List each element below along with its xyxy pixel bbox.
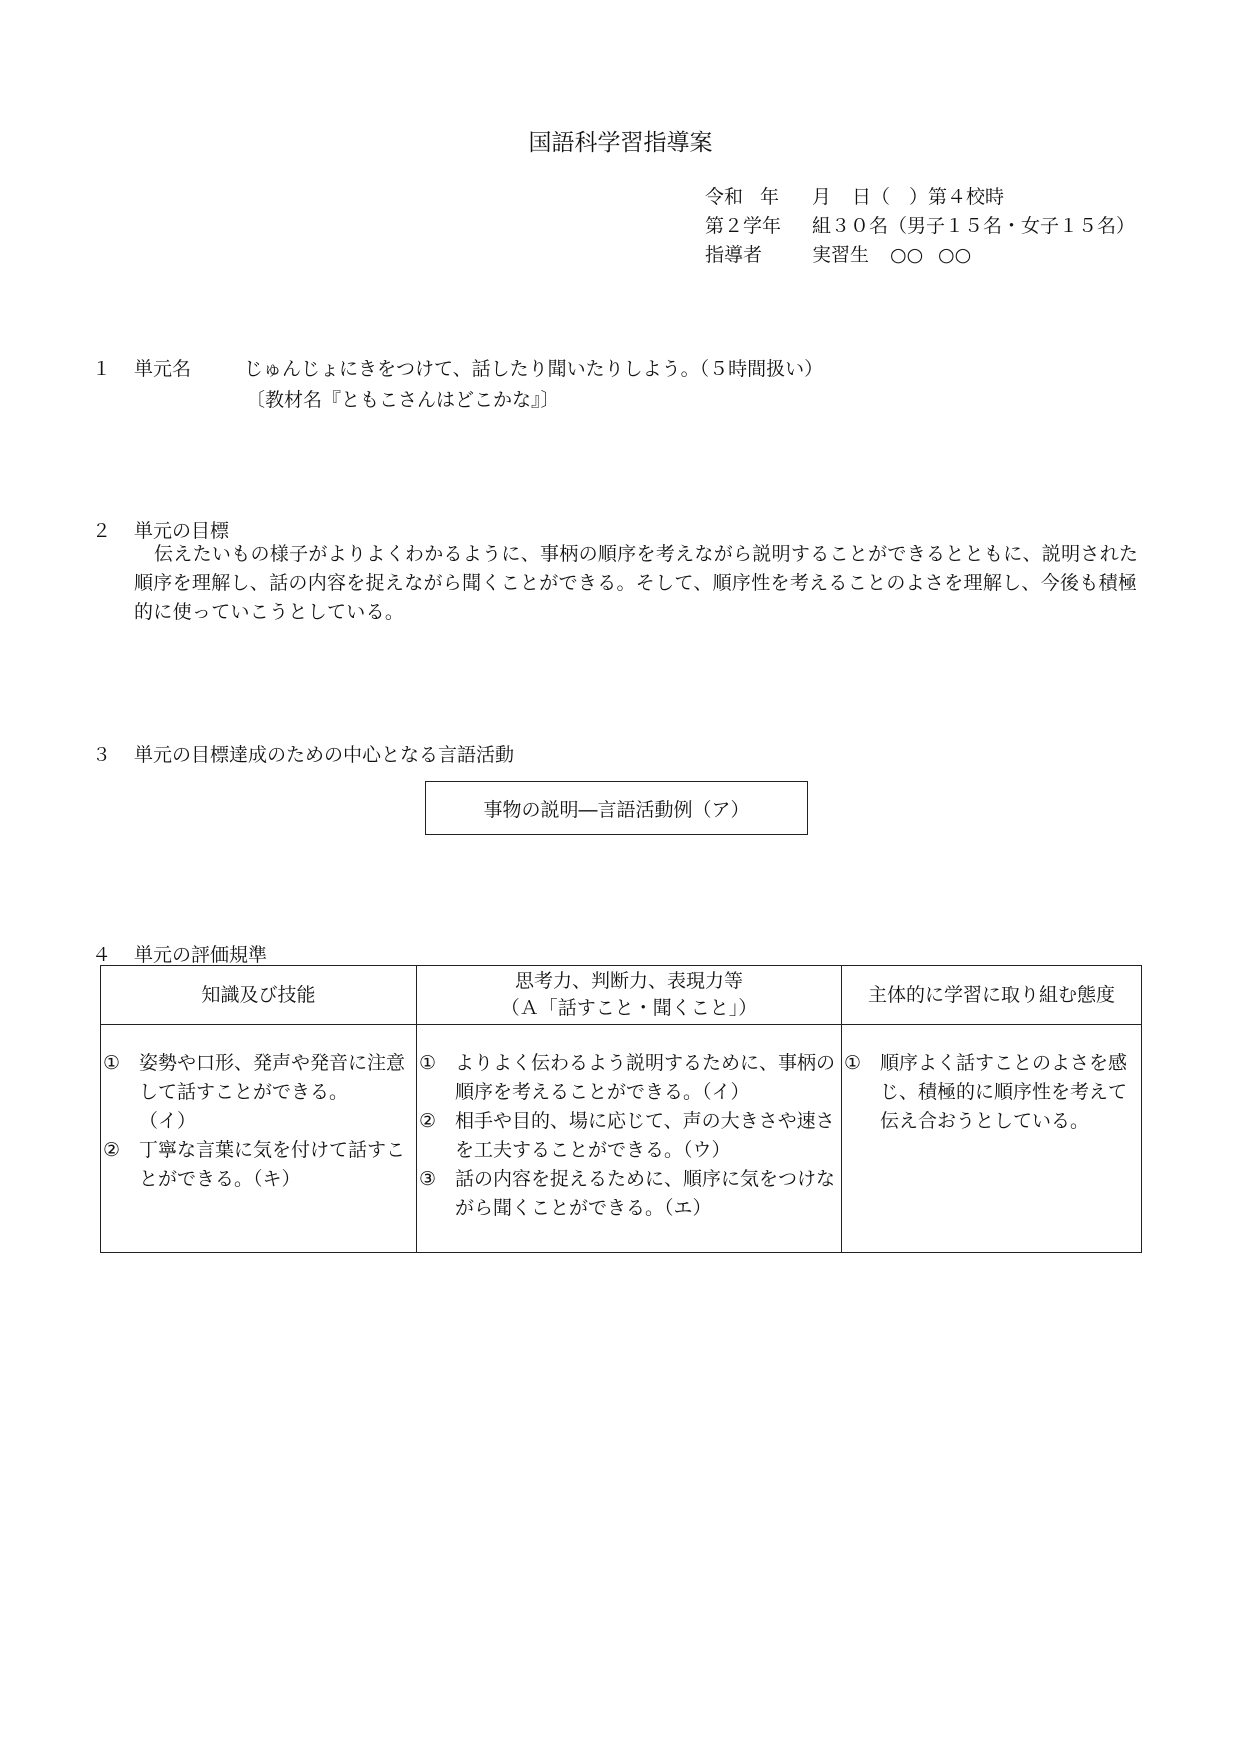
item-text: 順序よく話すことのよさを感じ、積極的に順序性を考えて伝え合おうとしている。 (880, 1052, 1128, 1132)
list-item (417, 1107, 841, 1165)
material-name: 〔教材名『ともこさんはどこかな』〕 (246, 389, 560, 411)
header-knowledge (101, 966, 417, 1025)
item-mark: ② (103, 1139, 121, 1161)
header-thinking-label: 思考力、判断力、表現力等 (514, 970, 743, 992)
section-label: 単元の目標 (134, 520, 230, 542)
meta-month: 月 (812, 186, 832, 208)
section-label: 単元の目標達成のための中心となる言語活動 (134, 744, 515, 766)
meta-day-period: 日（ ）第４校時 (852, 186, 1005, 208)
table-body-row (101, 1025, 1142, 1253)
meta-name-first: ○○ (890, 244, 924, 266)
list-item (842, 1049, 1141, 1136)
item-text: 姿勢や口形、発声や発音に注意して話すことができる。 (139, 1052, 406, 1103)
meta-teacher-row (705, 241, 1135, 270)
section-label: 単元名 (134, 358, 192, 380)
table-header-row (101, 966, 1142, 1025)
list-item (101, 1136, 416, 1194)
header-attitude-label: 主体的に学習に取り組む態度 (867, 983, 1115, 1006)
header-thinking (417, 966, 842, 1025)
meta-teacher-label: 指導者 (705, 244, 763, 266)
item-text: 話の内容を捉えるために、順序に気をつけながら聞くことができる。（エ） (455, 1168, 836, 1219)
lesson-meta (705, 183, 1135, 270)
meta-year: 年 (760, 186, 780, 208)
header-thinking-sub: （Ａ「話すこと・聞くこと」） (500, 997, 758, 1019)
meta-name-last: ○○ (938, 244, 972, 266)
section-activity-heading (92, 740, 514, 767)
section-criteria-heading (92, 940, 267, 967)
section-goal-heading (92, 516, 229, 543)
item-text: よりよく伝わるよう説明するために、事柄の順序を考えることができる。（イ） (455, 1052, 836, 1103)
item-text: 丁寧な言葉に気を付けて話すことができる。（キ） (139, 1139, 406, 1190)
activity-text: 事物の説明―言語活動例（ア） (483, 798, 750, 821)
document-title: 国語科学習指導案 (528, 130, 713, 156)
header-attitude (842, 966, 1142, 1025)
evaluation-table (100, 965, 1142, 1253)
item-mark: ② (419, 1110, 437, 1132)
cell-attitude (842, 1025, 1142, 1253)
meta-class-size: 組３０名（男子１５名・女子１５名） (812, 215, 1136, 237)
header-knowledge-label: 知識及び技能 (201, 983, 316, 1006)
section-number: １ (92, 358, 112, 380)
section-label: 単元の評価規準 (134, 944, 268, 966)
section-number: ４ (92, 944, 112, 966)
section-number: ３ (92, 744, 112, 766)
meta-class-row (705, 212, 1135, 241)
section-number: ２ (92, 520, 112, 542)
list-item (417, 1049, 841, 1107)
item-mark: ① (103, 1052, 121, 1074)
item-note: （イ） (139, 1110, 197, 1132)
cell-knowledge (101, 1025, 417, 1253)
meta-era: 令和 (705, 186, 744, 208)
meta-grade: 第２学年 (705, 215, 782, 237)
item-mark: ① (419, 1052, 437, 1074)
list-item (417, 1165, 841, 1223)
item-body (139, 1049, 416, 1136)
section-unit-name (92, 354, 823, 385)
goal-text: 伝えたいもの様子がよりよくわかるように、事柄の順序を考えながら説明することができるとともに、説明された順序を理解し、話の内容を捉えながら聞くことができる。そして、順序性を考えることのよさを理解し、今後も積極的に使っていこうとしている。 (134, 543, 1139, 623)
item-mark: ③ (419, 1168, 437, 1190)
list-item (101, 1049, 416, 1136)
cell-thinking (417, 1025, 842, 1253)
item-mark: ① (844, 1052, 862, 1074)
meta-trainee-label: 実習生 (812, 244, 870, 266)
item-text: 相手や目的、場に応じて、声の大きさや速さを工夫することができる。（ウ） (455, 1110, 835, 1161)
unit-name-text: じゅんじょにきをつけて、話したり聞いたりしよう。（５時間扱い） (244, 358, 824, 380)
activity-box (425, 781, 808, 835)
meta-date-row (705, 183, 1135, 212)
